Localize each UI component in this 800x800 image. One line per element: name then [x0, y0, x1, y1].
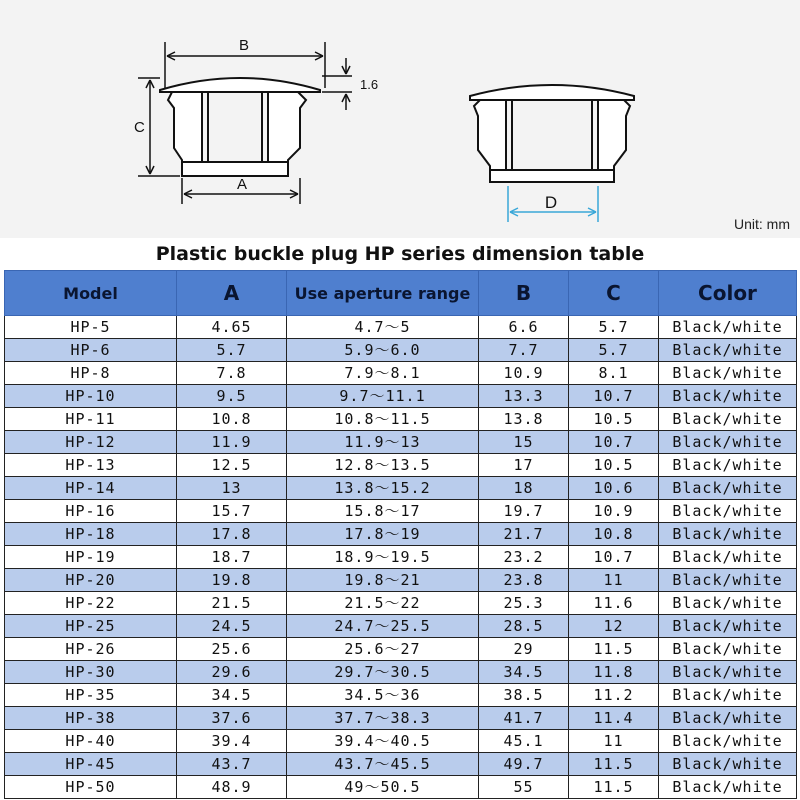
table-row [5, 385, 797, 408]
cell-b: 29 [479, 638, 569, 661]
cell-c: 11.4 [569, 707, 659, 730]
table-row [5, 638, 797, 661]
cell-model: HP-35 [5, 684, 177, 707]
cell-model: HP-38 [5, 707, 177, 730]
table-row [5, 592, 797, 615]
cell-c: 8.1 [569, 362, 659, 385]
cell-b: 34.5 [479, 661, 569, 684]
cell-color: Black/white [659, 477, 797, 500]
cell-model: HP-5 [5, 316, 177, 339]
cell-model: HP-20 [5, 569, 177, 592]
technical-drawing [0, 0, 800, 238]
cell-b: 25.3 [479, 592, 569, 615]
cell-aperture: 43.7～45.5 [287, 753, 479, 776]
cell-c: 11 [569, 730, 659, 753]
cell-a: 9.5 [177, 385, 287, 408]
cell-model: HP-11 [5, 408, 177, 431]
cell-model: HP-18 [5, 523, 177, 546]
cell-c: 10.5 [569, 454, 659, 477]
cell-b: 19.7 [479, 500, 569, 523]
cell-color: Black/white [659, 431, 797, 454]
cell-aperture: 19.8～21 [287, 569, 479, 592]
cell-color: Black/white [659, 753, 797, 776]
cell-aperture: 37.7～38.3 [287, 707, 479, 730]
cell-aperture: 5.9～6.0 [287, 339, 479, 362]
cell-c: 11.5 [569, 776, 659, 799]
cell-aperture: 13.8～15.2 [287, 477, 479, 500]
table-row [5, 362, 797, 385]
cell-color: Black/white [659, 339, 797, 362]
cell-b: 13.3 [479, 385, 569, 408]
cell-c: 10.7 [569, 385, 659, 408]
cell-model: HP-12 [5, 431, 177, 454]
header-color: Color [659, 271, 797, 316]
cell-c: 10.7 [569, 431, 659, 454]
cell-b: 49.7 [479, 753, 569, 776]
label-c: C [134, 119, 145, 136]
cell-c: 10.8 [569, 523, 659, 546]
table-row [5, 546, 797, 569]
cell-model: HP-40 [5, 730, 177, 753]
cell-aperture: 11.9～13 [287, 431, 479, 454]
table-row [5, 316, 797, 339]
cell-aperture: 18.9～19.5 [287, 546, 479, 569]
cell-color: Black/white [659, 316, 797, 339]
cell-model: HP-26 [5, 638, 177, 661]
cell-color: Black/white [659, 684, 797, 707]
cell-b: 17 [479, 454, 569, 477]
cell-color: Black/white [659, 638, 797, 661]
cell-b: 15 [479, 431, 569, 454]
header-a: A [177, 271, 287, 316]
table-row [5, 477, 797, 500]
cell-a: 19.8 [177, 569, 287, 592]
table-row [5, 753, 797, 776]
cell-aperture: 15.8～17 [287, 500, 479, 523]
plug-drawing-svg [0, 0, 800, 238]
cell-b: 10.9 [479, 362, 569, 385]
cell-b: 23.2 [479, 546, 569, 569]
cell-c: 11.5 [569, 753, 659, 776]
cell-c: 10.7 [569, 546, 659, 569]
cell-a: 43.7 [177, 753, 287, 776]
cell-aperture: 49～50.5 [287, 776, 479, 799]
cell-aperture: 12.8～13.5 [287, 454, 479, 477]
cell-model: HP-8 [5, 362, 177, 385]
cell-color: Black/white [659, 362, 797, 385]
label-a: A [236, 176, 248, 193]
cell-aperture: 34.5～36 [287, 684, 479, 707]
cell-color: Black/white [659, 661, 797, 684]
cell-model: HP-50 [5, 776, 177, 799]
table-row [5, 500, 797, 523]
header-model: Model [5, 271, 177, 316]
header-c: C [569, 271, 659, 316]
table-row [5, 730, 797, 753]
cell-color: Black/white [659, 569, 797, 592]
cell-aperture: 25.6～27 [287, 638, 479, 661]
table-row [5, 661, 797, 684]
cell-aperture: 17.8～19 [287, 523, 479, 546]
cell-b: 7.7 [479, 339, 569, 362]
cell-b: 6.6 [479, 316, 569, 339]
cell-a: 21.5 [177, 592, 287, 615]
cell-aperture: 39.4～40.5 [287, 730, 479, 753]
cell-c: 11.6 [569, 592, 659, 615]
table-body [5, 316, 797, 799]
cell-color: Black/white [659, 500, 797, 523]
unit-label: Unit: mm [734, 216, 790, 232]
cell-color: Black/white [659, 707, 797, 730]
cell-a: 37.6 [177, 707, 287, 730]
cell-color: Black/white [659, 523, 797, 546]
plug-side-view [160, 78, 320, 176]
cell-c: 11 [569, 569, 659, 592]
cell-color: Black/white [659, 776, 797, 799]
dimension-thickness [322, 58, 352, 110]
cell-b: 55 [479, 776, 569, 799]
cell-model: HP-14 [5, 477, 177, 500]
cell-c: 10.9 [569, 500, 659, 523]
cell-color: Black/white [659, 385, 797, 408]
cell-a: 12.5 [177, 454, 287, 477]
cell-b: 45.1 [479, 730, 569, 753]
cell-c: 10.6 [569, 477, 659, 500]
cell-model: HP-10 [5, 385, 177, 408]
cell-aperture: 29.7～30.5 [287, 661, 479, 684]
cell-a: 13 [177, 477, 287, 500]
cell-color: Black/white [659, 546, 797, 569]
cell-aperture: 24.7～25.5 [287, 615, 479, 638]
cell-color: Black/white [659, 592, 797, 615]
cell-color: Black/white [659, 454, 797, 477]
label-b: B [238, 37, 250, 54]
table-row [5, 776, 797, 799]
cell-model: HP-6 [5, 339, 177, 362]
table-row [5, 454, 797, 477]
cell-b: 41.7 [479, 707, 569, 730]
table-title: Plastic buckle plug HP series dimension table [155, 243, 645, 265]
cell-aperture: 4.7～5 [287, 316, 479, 339]
cell-b: 38.5 [479, 684, 569, 707]
table-row [5, 684, 797, 707]
cell-c: 11.8 [569, 661, 659, 684]
cell-c: 10.5 [569, 408, 659, 431]
cell-b: 21.7 [479, 523, 569, 546]
table-row [5, 523, 797, 546]
cell-c: 12 [569, 615, 659, 638]
cell-aperture: 9.7～11.1 [287, 385, 479, 408]
cell-a: 34.5 [177, 684, 287, 707]
cell-color: Black/white [659, 730, 797, 753]
cell-model: HP-30 [5, 661, 177, 684]
cell-b: 23.8 [479, 569, 569, 592]
cell-model: HP-45 [5, 753, 177, 776]
cell-a: 7.8 [177, 362, 287, 385]
cell-color: Black/white [659, 408, 797, 431]
label-thickness: 1.6 [360, 77, 379, 92]
table-row [5, 408, 797, 431]
cell-a: 39.4 [177, 730, 287, 753]
cell-model: HP-22 [5, 592, 177, 615]
plug-hole-view [470, 85, 634, 182]
cell-model: HP-19 [5, 546, 177, 569]
cell-a: 25.6 [177, 638, 287, 661]
table-row [5, 339, 797, 362]
dimension-table [4, 270, 797, 799]
header-b: B [479, 271, 569, 316]
cell-a: 24.5 [177, 615, 287, 638]
cell-a: 15.7 [177, 500, 287, 523]
table-row [5, 569, 797, 592]
cell-c: 11.5 [569, 638, 659, 661]
cell-a: 10.8 [177, 408, 287, 431]
cell-b: 13.8 [479, 408, 569, 431]
cell-a: 4.65 [177, 316, 287, 339]
cell-color: Black/white [659, 615, 797, 638]
cell-aperture: 10.8～11.5 [287, 408, 479, 431]
label-d: D [544, 193, 558, 212]
cell-a: 48.9 [177, 776, 287, 799]
cell-b: 18 [479, 477, 569, 500]
cell-model: HP-13 [5, 454, 177, 477]
cell-model: HP-25 [5, 615, 177, 638]
cell-c: 11.2 [569, 684, 659, 707]
cell-a: 5.7 [177, 339, 287, 362]
cell-a: 18.7 [177, 546, 287, 569]
table-row [5, 431, 797, 454]
table-row [5, 707, 797, 730]
cell-a: 17.8 [177, 523, 287, 546]
table-header-row [5, 271, 797, 316]
header-aperture: Use aperture range [287, 271, 479, 316]
cell-aperture: 7.9～8.1 [287, 362, 479, 385]
cell-b: 28.5 [479, 615, 569, 638]
cell-model: HP-16 [5, 500, 177, 523]
cell-c: 5.7 [569, 339, 659, 362]
cell-a: 29.6 [177, 661, 287, 684]
cell-a: 11.9 [177, 431, 287, 454]
cell-c: 5.7 [569, 316, 659, 339]
table-row [5, 615, 797, 638]
cell-aperture: 21.5～22 [287, 592, 479, 615]
